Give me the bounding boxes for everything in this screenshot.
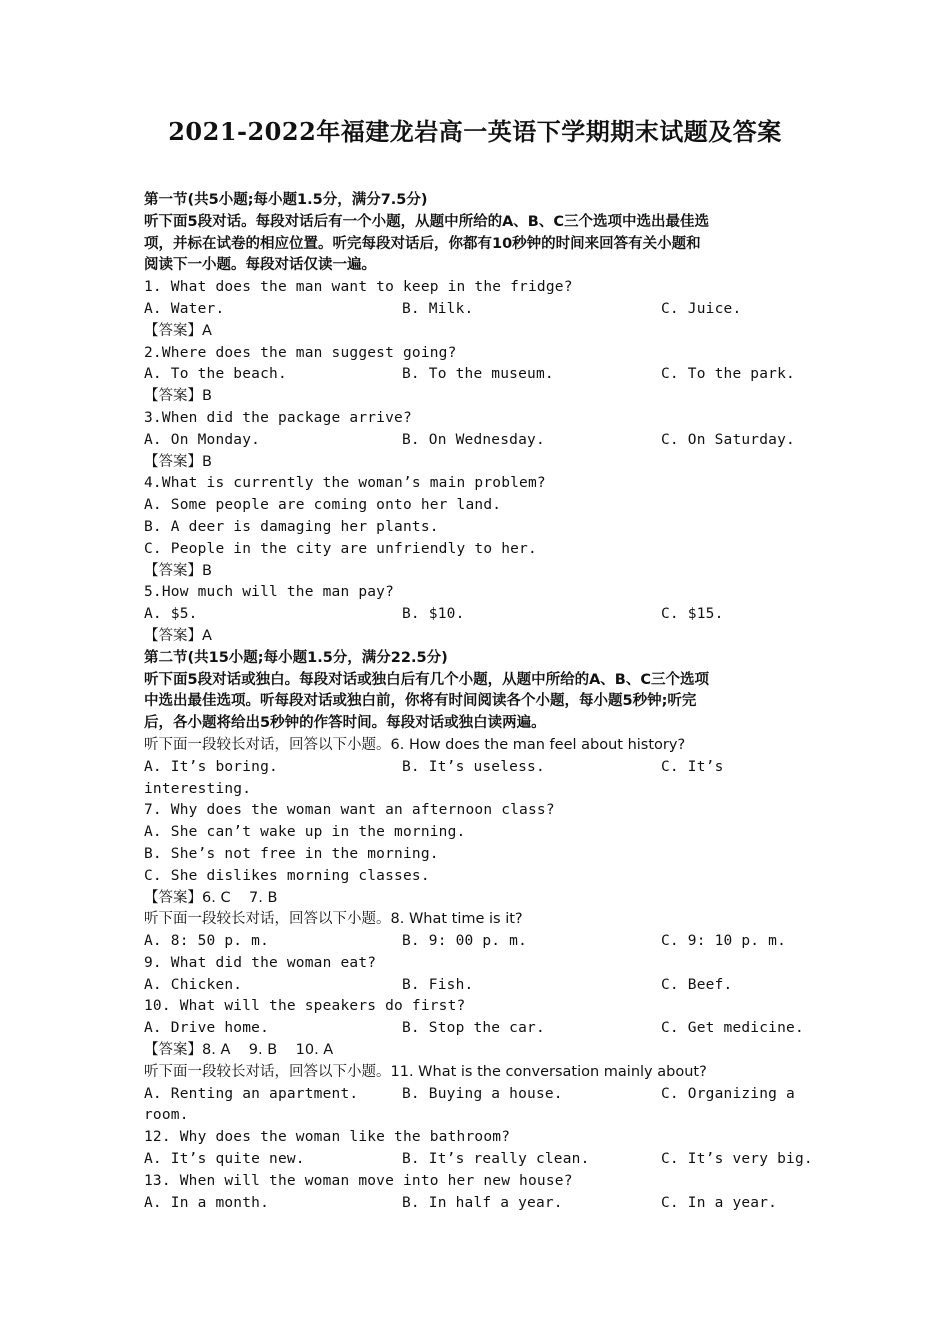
options-row [144,430,814,452]
section1-heading: 第一节(共5小题;每小题1.5分，满分7.5分) [144,192,428,208]
answer-line: 【答案】A [144,322,212,339]
answer-line: 【答案】B [144,453,212,470]
question-stem: 7. Why does the woman want an afternoon class? [144,802,555,819]
option-c: C. Organizing a [661,1085,795,1102]
option-c: C. Beef. [661,976,733,993]
option-b: B. On Wednesday. [402,431,545,448]
question-stem: 4.What is currently the woman’s main problem? [144,475,546,492]
options-row [144,757,814,779]
question-stem: 3.When did the package arrive? [144,409,412,426]
option-c: C. It’s [661,758,724,775]
section2-instruction-line: 听下面5段对话或独白。每段对话或独白后有几个小题，从题中所给的A、B、C三个选项 [144,671,710,688]
group-intro: 听下面一段较长对话，回答以下小题。6. How does the man feel about history? [144,736,686,753]
options-row [144,364,814,386]
answer-line: 【答案】B [144,388,212,405]
option-a: A. Some people are coming onto her land. [144,497,502,514]
section1-instruction-line: 听下面5段对话。每段对话后有一个小题，从题中所给的A、B、C三个选项中选出最佳选 [144,213,710,230]
option-a: A. She can’t wake up in the morning. [144,824,466,841]
section1-instruction-line: 项，并标在试卷的相应位置。听完每段对话后，你都有10秒钟的时间来回答有关小题和 [144,235,701,252]
option-b: B. Stop the car. [402,1020,545,1037]
option-a: A. In a month. [144,1194,270,1211]
option-a: A. Drive home. [144,1020,270,1037]
question-stem: 2.Where does the man suggest going? [144,344,457,361]
document-body [144,190,814,1214]
option-a: A. It’s quite new. [144,1151,305,1168]
options-row [144,1018,814,1040]
answer-line: 【答案】6. C 7. B [144,889,278,906]
option-c: C. 9: 10 p. m. [661,933,787,950]
question-stem: 1. What does the man want to keep in the fridge? [144,279,573,296]
option-b: B. To the museum. [402,366,554,383]
option-b: B. 9: 00 p. m. [402,933,528,950]
answer-line: 【答案】8. A 9. B 10. A [144,1042,334,1059]
option-b: B. Buying a house. [402,1085,563,1102]
option-c: C. Get medicine. [661,1020,804,1037]
option-c: C. People in the city are unfriendly to her. [144,540,537,557]
question-stem: 13. When will the woman move into her new house? [144,1172,573,1189]
option-a: A. Water. [144,300,225,317]
option-c: C. In a year. [661,1194,778,1211]
option-a: A. To the beach. [144,366,287,383]
option-b: B. $10. [402,606,465,623]
section2-instruction-line: 后，各小题将给出5秒钟的作答时间。每段对话或独白读两遍。 [144,715,546,732]
option-b: B. It’s really clean. [402,1151,590,1168]
section2-heading: 第二节(共15小题;每小题1.5分，满分22.5分) [144,649,448,666]
options-row [144,1149,814,1171]
document-title: 2021-2022年福建龙岩高一英语下学期期末试题及答案 [168,117,782,146]
options-row [144,299,814,321]
options-row [144,975,814,997]
option-b: B. It’s useless. [402,758,545,775]
option-c: C. $15. [661,606,724,623]
question-stem: 5.How much will the man pay? [144,584,395,601]
option-c: C. On Saturday. [661,431,795,448]
option-a: A. On Monday. [144,431,261,448]
option-c: C. Juice. [661,300,742,317]
section2-instruction-line: 中选出最佳选项。听每段对话或独白前，你将有时间阅读各个小题，每小题5秒钟;听完 [144,693,697,710]
option-a: A. Chicken. [144,976,243,993]
answer-line: 【答案】B [144,562,212,579]
options-row [144,931,814,953]
group-intro: 听下面一段较长对话，回答以下小题。11. What is the conversation mainly about? [144,1063,707,1080]
option-c-wrap: interesting. [144,780,252,797]
section1-instruction-line: 阅读下一小题。每段对话仅读一遍。 [144,257,376,274]
option-b: B. Milk. [402,300,474,317]
option-b: B. In half a year. [402,1194,563,1211]
option-a: A. 8: 50 p. m. [144,933,270,950]
option-c: C. She dislikes morning classes. [144,867,430,884]
option-c-wrap: room. [144,1107,189,1124]
question-stem: 10. What will the speakers do first? [144,998,466,1015]
options-row [144,604,814,626]
answer-line: 【答案】A [144,627,212,644]
option-b: B. Fish. [402,976,474,993]
option-c: C. To the park. [661,366,795,383]
question-stem: 9. What did the woman eat? [144,954,377,971]
option-b: B. She’s not free in the morning. [144,845,439,862]
option-a: A. Renting an apartment. [144,1085,359,1102]
options-row [144,1084,814,1106]
group-intro: 听下面一段较长对话，回答以下小题。8. What time is it? [144,911,523,928]
option-b: B. A deer is damaging her plants. [144,518,439,535]
option-c: C. It’s very big. [661,1151,813,1168]
option-a: A. $5. [144,606,198,623]
options-row [144,1193,814,1215]
option-a: A. It’s boring. [144,758,278,775]
question-stem: 12. Why does the woman like the bathroom? [144,1129,511,1146]
